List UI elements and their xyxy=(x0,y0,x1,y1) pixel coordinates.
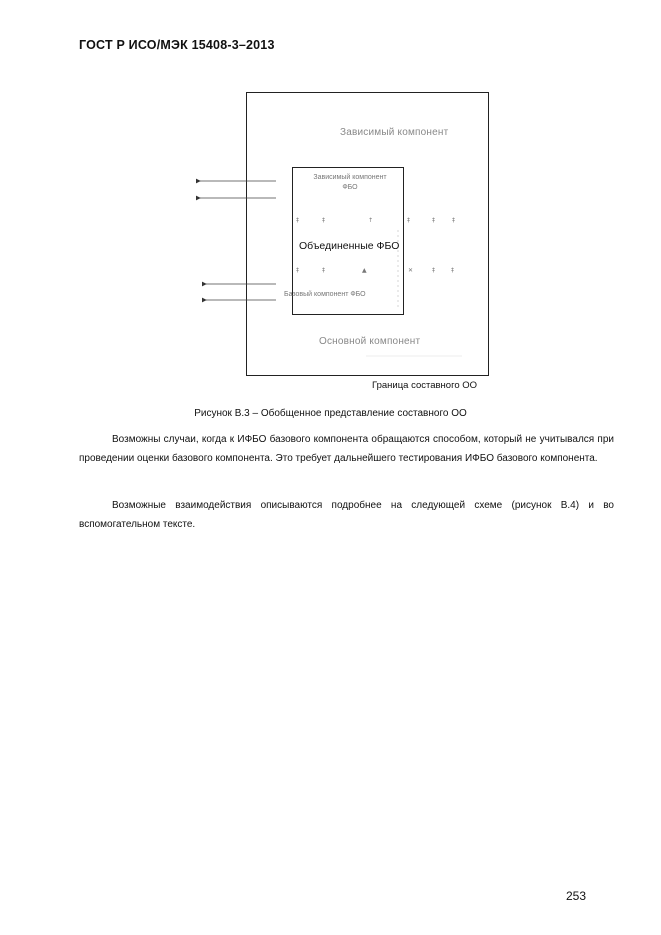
svg-text:✕: ✕ xyxy=(408,267,414,274)
composite-boundary-label: Граница составного ОО xyxy=(372,380,478,391)
base-component-label: Основной компонент xyxy=(319,336,421,347)
dependent-component-label: Зависимый компонент xyxy=(340,127,449,138)
svg-text:‡: ‡ xyxy=(407,217,410,224)
svg-text:‡: ‡ xyxy=(296,217,299,224)
svg-text:‡: ‡ xyxy=(452,217,455,224)
svg-text:‡: ‡ xyxy=(322,267,325,274)
svg-text:▲: ▲ xyxy=(362,267,367,274)
svg-text:‡: ‡ xyxy=(432,267,435,274)
base-component-tsf-label: Базовый компонент ФБО xyxy=(284,291,366,298)
paragraph-2-text: Возможные взаимодействия описываются подробнее на следующей схеме (рисунок В.4) и во вспомогательном тексте. xyxy=(79,500,614,530)
document-header: ГОСТ Р ИСО/МЭК 15408-3–2013 xyxy=(79,38,275,52)
svg-text:‡: ‡ xyxy=(432,217,435,224)
svg-text:‡: ‡ xyxy=(322,217,325,224)
svg-text:‡: ‡ xyxy=(296,267,299,274)
page-number: 253 xyxy=(566,889,587,903)
paragraph-2 xyxy=(79,496,614,534)
composite-toe-figure xyxy=(0,0,661,400)
combined-tsf-label: Объединенные ФБО xyxy=(299,240,400,252)
figure-caption: Рисунок В.3 – Обобщенное представление составного ОО xyxy=(194,408,467,419)
svg-text:‡: ‡ xyxy=(451,267,454,274)
svg-text:↑: ↑ xyxy=(368,217,374,224)
paragraph-1 xyxy=(79,430,614,468)
paragraph-1-text: Возможны случаи, когда к ИФБО базового компонента обращаются способом, который не учитывался при проведении оценки базового компонента. Это требует дальнейшего тестирования ИФБО базового компонента. xyxy=(79,434,614,464)
dependent-component-tsf-label: Зависимый компонент ФБО xyxy=(313,174,387,191)
